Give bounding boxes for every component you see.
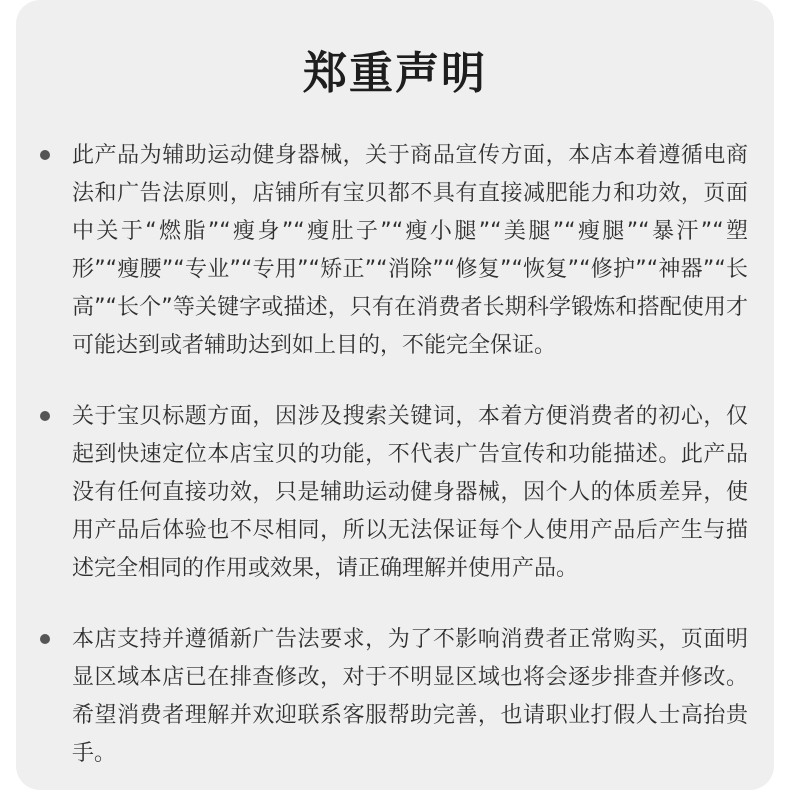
disclaimer-item: [16, 621, 774, 773]
disclaimer-item: [16, 137, 774, 365]
bullet-dot-icon: [40, 150, 50, 160]
disclaimer-card: [16, 0, 774, 790]
disclaimer-item: [16, 398, 774, 588]
disclaimer-text: 此产品为辅助运动健身器械，关于商品宣传方面，本店本着遵循电商法和广告法原则，店铺所有宝贝都不具有直接减肥能力和功效，页面中关于“燃脂”“瘦身”“瘦肚子”“瘦小腿”“美腿”“瘦腿”“暴汗”“塑形”“瘦腰”“专业”“专用”“矫正”“消除”“修复”“恢复”“修护”“神器”“长高”“长个”等关键字或描述，只有在消费者长期科学锻炼和搭配使用才可能达到或者辅助达到如上目的，不能完全保证。: [72, 143, 748, 358]
disclaimer-text: 关于宝贝标题方面，因涉及搜索关键词，本着方便消费者的初心，仅起到快速定位本店宝贝的功能，不代表广告宣传和功能描述。此产品没有任何直接功效，只是辅助运动健身器械，因个人的体质差异，使用产品后体验也不尽相同，所以无法保证每个人使用产品后产生与描述完全相同的作用或效果，请正确理解并使用产品。: [72, 404, 748, 581]
page-title: 郑重声明: [303, 48, 487, 99]
bullet-dot-icon: [40, 411, 50, 421]
bullet-dot-icon: [40, 634, 50, 644]
disclaimer-list: [16, 137, 774, 806]
disclaimer-text: 本店支持并遵循新广告法要求，为了不影响消费者正常购买，页面明显区域本店已在排查修改，对于不明显区域也将会逐步排查并修改。希望消费者理解并欢迎联系客服帮助完善，也请职业打假人士高抬贵手。: [72, 627, 748, 766]
